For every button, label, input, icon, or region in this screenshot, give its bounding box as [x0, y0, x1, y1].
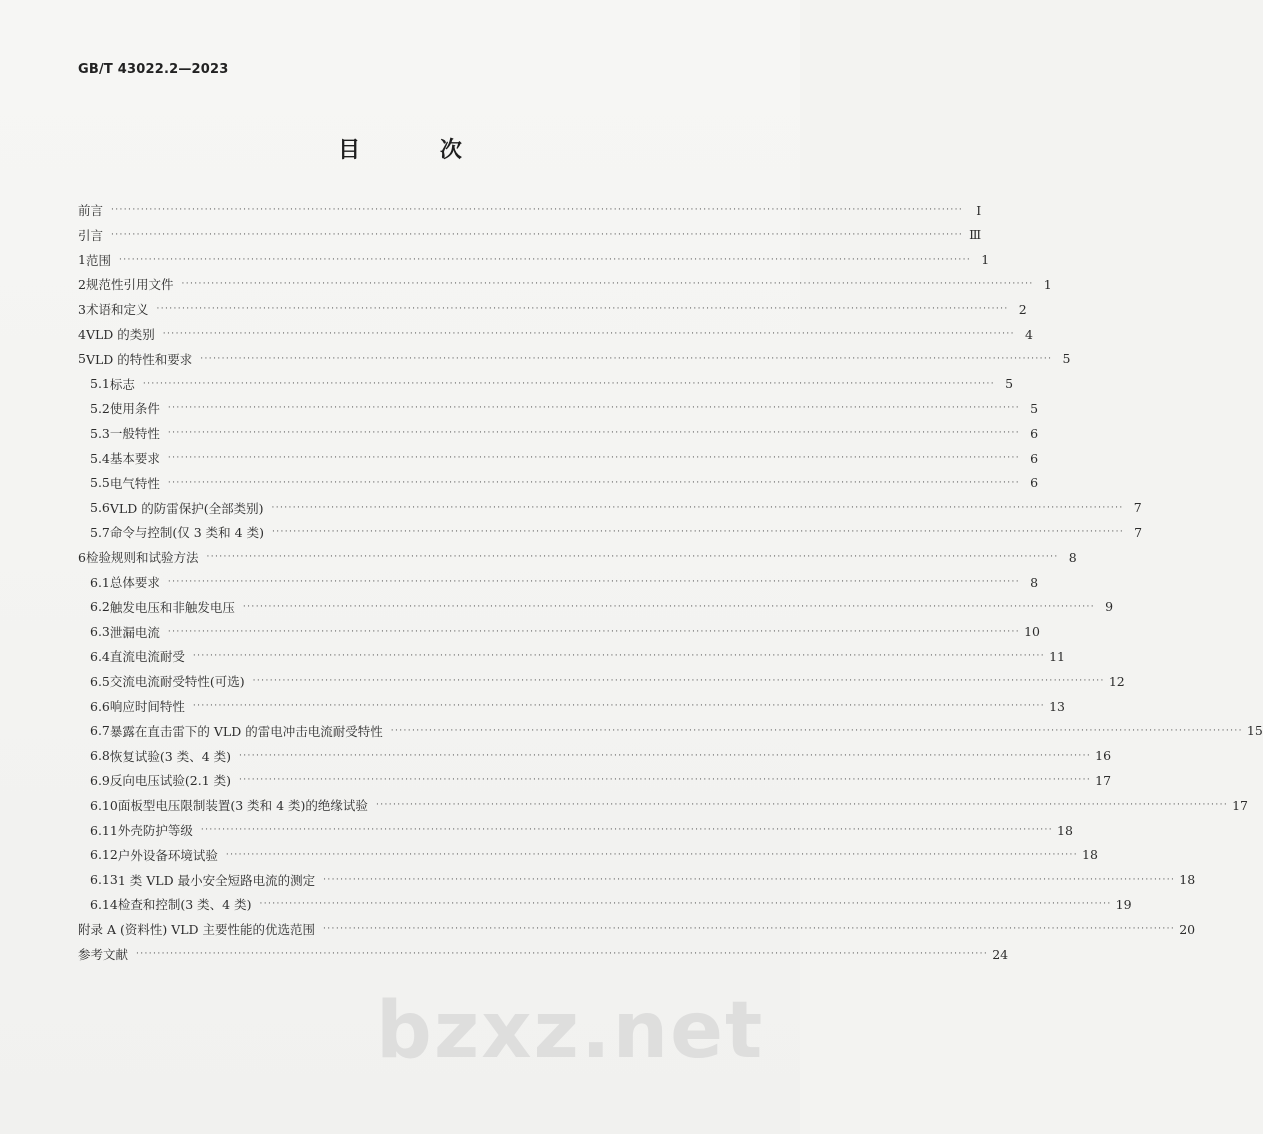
toc-entry-title: 触发电压和非触发电压: [109, 599, 235, 615]
toc-entry-number: 6.12: [90, 847, 118, 863]
toc-entry-number: 6.1: [90, 574, 110, 590]
toc-entry[interactable]: [78, 943, 1009, 965]
toc-leader-dots: ········································································································································································································: [167, 453, 1021, 463]
toc-entry-title: 参考文献: [78, 947, 129, 962]
toc-entry-number: 5.2: [90, 400, 110, 416]
toc-leader-dots: ········································································································································································································: [111, 205, 964, 215]
toc-leader-dots: ········································································································································································································: [192, 651, 1046, 662]
toc-entry-number: 3: [78, 301, 86, 317]
toc-entry-title: 1 类 VLD 最小安全短路电流的测定: [117, 872, 316, 888]
toc-entry-number: 6.3: [90, 624, 110, 640]
toc-entry-page: 2: [1018, 301, 1027, 317]
toc-entry[interactable]: [78, 918, 1196, 940]
toc-entry-number: 6.14: [90, 896, 118, 912]
toc-entry-title: 规范性引用文件: [85, 277, 174, 293]
toc-leader-dots: ········································································································································································································: [225, 849, 1079, 860]
toc-entry-number: 2: [78, 276, 86, 292]
toc-entry[interactable]: [90, 745, 1112, 767]
toc-entry[interactable]: [78, 546, 1077, 568]
toc-leader-dots: ········································································································································································································: [192, 701, 1046, 711]
toc-entry[interactable]: [90, 670, 1125, 692]
toc-leader-dots: ········································································································································································································: [200, 825, 1054, 835]
toc-entry-page: 18: [1179, 872, 1196, 888]
toc-entry-title: 恢复试验(3 类、4 类): [109, 748, 231, 764]
toc-entry[interactable]: [90, 521, 1143, 543]
toc-leader-dots: ········································································································································································································: [167, 626, 1021, 637]
toc-leader-dots: ········································································································································································································: [162, 329, 1015, 339]
toc-entry-page: 18: [1057, 822, 1073, 838]
toc-entry-page: 17: [1095, 772, 1112, 788]
toc-entry-title: 响应时间特性: [109, 699, 185, 714]
toc-entry-title: 检查和控制(3 类、4 类): [117, 897, 252, 913]
toc-entry[interactable]: [78, 273, 1052, 295]
toc-entry-page: 10: [1024, 624, 1040, 640]
toc-entry-page: 15: [1246, 723, 1263, 739]
toc-entry-number: 6.11: [90, 822, 118, 838]
toc-entry-number: 6.6: [90, 698, 110, 714]
toc-leader-dots: ········································································································································································································: [375, 800, 1229, 811]
toc-entry-number: 6: [78, 549, 86, 565]
toc-entry[interactable]: [78, 249, 990, 271]
toc-entry-page: 5: [1030, 400, 1039, 416]
toc-entry-title: 检验规则和试验方法: [85, 550, 199, 566]
toc-entry-title: 术语和定义: [85, 302, 149, 318]
toc-entry[interactable]: [90, 397, 1039, 419]
toc-entry[interactable]: [90, 720, 1263, 742]
toc-entry-number: 5: [78, 351, 86, 367]
toc-entry-number: 5.3: [90, 425, 110, 441]
toc-entry-title: 标志: [109, 376, 135, 392]
toc-entry-title: VLD 的类别: [85, 327, 155, 342]
toc-entry-page: 9: [1105, 599, 1114, 615]
toc-entry-title: 使用条件: [109, 401, 160, 417]
toc-leader-dots: ········································································································································································································: [167, 577, 1021, 587]
toc-entry-page: 16: [1095, 748, 1112, 764]
standard-code: GB/T 43022.2—2023: [78, 62, 229, 77]
toc-entry[interactable]: [90, 596, 1114, 618]
toc-leader-dots: ········································································································································································································: [111, 229, 964, 240]
toc-leader-dots: ········································································································································································································: [390, 725, 1243, 736]
toc-entry-title: 电气特性: [109, 475, 160, 491]
toc-entry-number: 6.9: [90, 772, 110, 788]
toc-entry-number: 6.10: [90, 797, 118, 813]
toc-entry-title: 泄漏电流: [109, 624, 160, 640]
toc-entry-page: 12: [1108, 673, 1125, 689]
toc-entry-page: 6: [1030, 475, 1039, 491]
toc-entry-title: VLD 的特性和要求: [85, 351, 193, 367]
toc-entry[interactable]: [78, 224, 982, 246]
toc-leader-dots: ········································································································································································································: [252, 676, 1105, 687]
toc-entry-title: 反向电压试验(2.1 类): [109, 773, 231, 789]
toc-entry-page: 13: [1049, 698, 1065, 714]
toc-leader-dots: ········································································································································································································: [167, 428, 1021, 439]
toc-entry[interactable]: [78, 348, 1071, 370]
toc-entry-number: 5.5: [90, 475, 110, 491]
toc-leader-dots: ········································································································································································································: [156, 304, 1009, 315]
toc-entry-title: 交流电流耐受特性(可选): [109, 674, 245, 690]
toc-entry[interactable]: [90, 497, 1142, 519]
toc-entry[interactable]: [90, 893, 1132, 915]
toc-entry-title: 暴露在直击雷下的 VLD 的雷电冲击电流耐受特性: [109, 723, 383, 739]
toc-entry-page: 5: [1005, 376, 1014, 392]
toc-entry-number: 6.8: [90, 748, 110, 764]
toc-leader-dots: ········································································································································································································: [239, 775, 1092, 786]
toc-leader-dots: ········································································································································································································: [323, 874, 1176, 885]
toc-entry-page: 8: [1068, 549, 1077, 565]
toc-entry-number: 6.7: [90, 723, 110, 739]
toc-entry-title: 范围: [85, 252, 111, 268]
toc-entry[interactable]: [90, 447, 1039, 469]
toc-entry-page: Ⅰ: [976, 202, 982, 218]
toc-entry-number: 5.7: [90, 524, 110, 540]
page-title: 目 次: [338, 137, 498, 163]
toc-entry-title: 一般特性: [109, 426, 160, 442]
toc-leader-dots: ········································································································································································································: [239, 750, 1092, 761]
toc-entry[interactable]: [90, 621, 1040, 643]
toc-entry-title: 面板型电压限制装置(3 类和 4 类)的绝缘试验: [117, 798, 368, 814]
toc-entry[interactable]: [90, 472, 1039, 494]
toc-entry-page: 24: [992, 946, 1009, 962]
toc-entry[interactable]: [90, 373, 1014, 395]
toc-entry[interactable]: [78, 298, 1027, 320]
toc-entry-page: 8: [1030, 574, 1039, 590]
toc-entry[interactable]: [90, 869, 1196, 891]
toc-entry-title: 户外设备环境试验: [117, 847, 218, 863]
toc-entry-page: Ⅲ: [969, 227, 982, 243]
toc-entry-number: 6.13: [90, 872, 118, 888]
toc-entry-page: 7: [1133, 500, 1142, 516]
toc-entry-title: 直流电流耐受: [109, 649, 185, 665]
toc-entry-page: 19: [1115, 896, 1132, 912]
toc-entry-number: 5.4: [90, 450, 110, 466]
toc-entry-page: 6: [1030, 450, 1039, 466]
toc-entry-number: 5.1: [90, 376, 110, 392]
watermark: bzxz.net: [376, 986, 765, 1076]
toc-leader-dots: ········································································································································································································: [242, 601, 1096, 612]
toc-entry-number: 6.4: [90, 648, 110, 664]
toc-entry-page: 5: [1062, 351, 1071, 367]
toc-entry-number: 1: [78, 252, 86, 268]
toc-entry-title: VLD 的防雷保护(全部类别): [109, 500, 264, 516]
toc-leader-dots: ········································································································································································································: [271, 527, 1125, 538]
toc-entry[interactable]: [90, 794, 1249, 816]
toc-entry-page: 4: [1025, 326, 1033, 342]
toc-entry-page: 18: [1082, 847, 1098, 863]
toc-entry-title: 引言: [78, 227, 104, 243]
toc-entry-number: 4: [78, 326, 86, 342]
toc-entry-page: 1: [981, 252, 990, 268]
toc-entry[interactable]: [90, 844, 1098, 866]
toc-leader-dots: ········································································································································································································: [181, 279, 1034, 290]
toc-entry[interactable]: [90, 571, 1039, 593]
toc-leader-dots: ········································································································································································································: [323, 924, 1176, 935]
toc-leader-dots: ········································································································································································································: [167, 403, 1021, 414]
toc-entry[interactable]: [90, 695, 1065, 717]
toc-entry[interactable]: [78, 323, 1033, 345]
toc-entry-title: 基本要求: [109, 451, 160, 466]
toc-leader-dots: ········································································································································································································: [136, 949, 989, 959]
toc-leader-dots: ········································································································································································································: [259, 899, 1112, 910]
toc-entry-title: 命令与控制(仅 3 类和 4 类): [109, 525, 264, 541]
toc-leader-dots: ········································································································································································································: [271, 502, 1124, 513]
toc-entry[interactable]: [90, 422, 1039, 444]
toc-entry-page: 6: [1030, 425, 1039, 441]
toc-entry-number: 5.6: [90, 500, 110, 516]
toc-entry-number: 6.2: [90, 599, 110, 615]
toc-entry-page: 20: [1179, 921, 1196, 937]
toc-entry[interactable]: [90, 819, 1073, 841]
toc-entry[interactable]: [90, 645, 1065, 667]
toc-entry-title: 总体要求: [109, 575, 160, 590]
toc-entry[interactable]: [78, 199, 982, 221]
toc-entry-number: 6.5: [90, 673, 110, 689]
toc-entry[interactable]: [90, 769, 1112, 791]
toc-entry-title: 附录 A (资料性) VLD 主要性能的优选范围: [78, 922, 316, 938]
toc-leader-dots: ········································································································································································································: [167, 477, 1021, 488]
toc-entry-page: 11: [1049, 648, 1065, 664]
toc-entry-page: 7: [1134, 524, 1143, 540]
toc-leader-dots: ········································································································································································································: [118, 254, 972, 265]
toc-leader-dots: ········································································································································································································: [142, 378, 996, 389]
toc-entry-title: 外壳防护等级: [117, 823, 193, 838]
toc-leader-dots: ········································································································································································································: [206, 552, 1059, 563]
toc-leader-dots: ········································································································································································································: [200, 353, 1053, 364]
toc-entry-page: 1: [1043, 276, 1052, 292]
toc-entry-title: 前言: [78, 203, 104, 218]
toc-entry-page: 17: [1232, 797, 1249, 813]
